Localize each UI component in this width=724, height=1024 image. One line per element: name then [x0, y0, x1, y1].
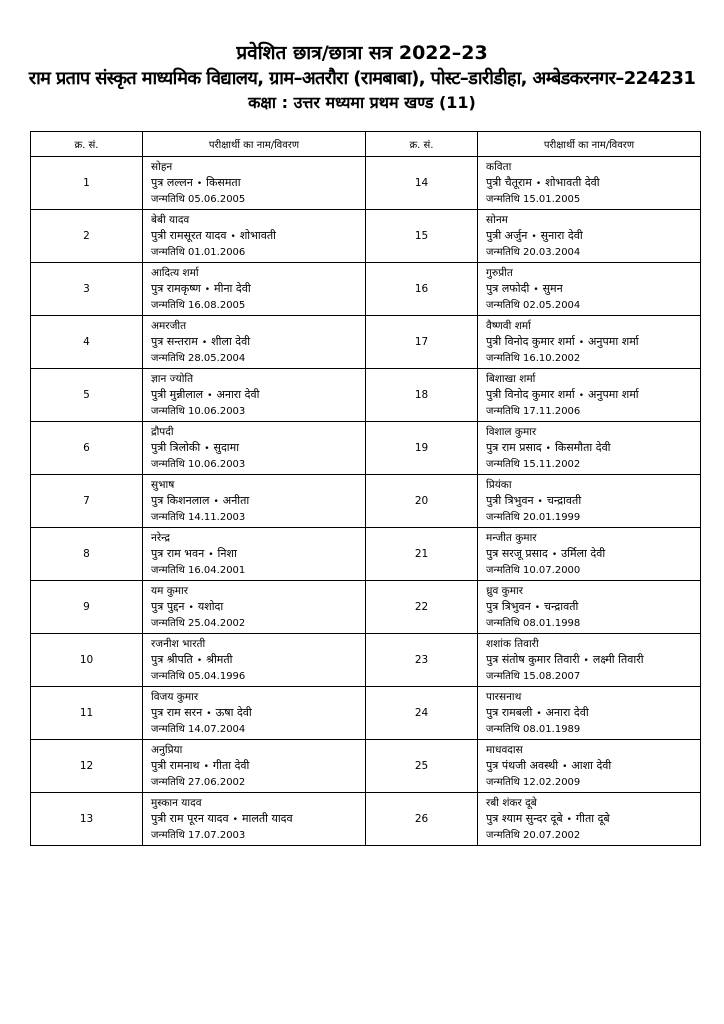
- student-details-cell: [478, 475, 701, 528]
- mother-name: गीता दूबे: [575, 811, 610, 825]
- parent-line: [151, 175, 365, 192]
- date-of-birth: जन्मतिथि 10.07.2000: [486, 564, 581, 576]
- table-row: [31, 528, 701, 581]
- relation-label: पुत्री: [151, 387, 167, 401]
- bullet-separator: •: [204, 443, 210, 454]
- father-name: लफोदी: [501, 281, 530, 295]
- father-name: विनोद कुमार शर्मा: [504, 387, 575, 401]
- table-row: [31, 157, 701, 210]
- mother-name: शोभावती: [239, 228, 276, 242]
- relation-label: पुत्र: [151, 175, 164, 189]
- bullet-separator: •: [566, 814, 572, 825]
- relation-label: पुत्री: [151, 228, 167, 242]
- student-name: मुस्कान यादव: [151, 796, 202, 809]
- student-details-cell: [478, 316, 701, 369]
- mother-name: किसमता: [206, 175, 241, 189]
- student-name: शशांक तिवारी: [486, 637, 539, 650]
- relation-label: पुत्र: [486, 705, 499, 719]
- table-row: [31, 475, 701, 528]
- relation-label: पुत्री: [486, 175, 502, 189]
- serial-number-cell: 17: [366, 316, 478, 369]
- serial-number-cell: 14: [366, 157, 478, 210]
- mother-name: अनीता: [222, 493, 250, 507]
- relation-label: पुत्र: [486, 811, 499, 825]
- bullet-separator: •: [533, 284, 539, 295]
- bullet-separator: •: [545, 443, 551, 454]
- parent-line: [486, 175, 700, 192]
- serial-header-left: क्र. सं.: [31, 132, 143, 157]
- father-name: रामबली: [501, 705, 533, 719]
- student-name: ध्रुव कुमार: [486, 584, 523, 597]
- parent-line: [486, 334, 700, 351]
- date-of-birth: जन्मतिथि 16.08.2005: [151, 299, 246, 311]
- father-name: श्रीपति: [166, 652, 193, 666]
- student-details-cell: [143, 369, 366, 422]
- relation-label: पुत्री: [486, 387, 502, 401]
- bullet-separator: •: [551, 549, 558, 560]
- student-name: वैष्णवी शर्मा: [486, 319, 531, 332]
- parent-line: [486, 387, 700, 404]
- student-name: विशाल कुमार: [486, 425, 537, 438]
- relation-label: पुत्री: [486, 493, 502, 507]
- serial-number-cell: 7: [31, 475, 143, 528]
- parent-line: [151, 652, 365, 669]
- date-of-birth: जन्मतिथि 05.06.2005: [151, 193, 246, 205]
- student-name: अनुप्रिया: [151, 743, 183, 756]
- serial-number-cell: 13: [31, 793, 143, 846]
- parent-line: [151, 334, 365, 351]
- parent-line: [151, 758, 365, 775]
- student-name: आदित्य शर्मा: [151, 266, 199, 279]
- student-name: रबी शंकर दूबे: [486, 796, 537, 809]
- bullet-separator: •: [536, 708, 542, 719]
- relation-label: पुत्री: [151, 758, 167, 772]
- student-details-cell: [478, 687, 701, 740]
- parent-line: [486, 811, 700, 828]
- mother-name: आशा देवी: [571, 758, 612, 772]
- student-name: मन्जीत कुमार: [486, 531, 537, 544]
- date-of-birth: जन्मतिथि 02.05.2004: [486, 299, 581, 311]
- student-details-cell: [478, 422, 701, 475]
- relation-label: पुत्र: [151, 599, 164, 613]
- student-details-cell: [143, 528, 366, 581]
- table-row: [31, 369, 701, 422]
- student-details-cell: [478, 210, 701, 263]
- parent-line: [151, 599, 365, 616]
- bullet-separator: •: [562, 761, 568, 772]
- date-of-birth: जन्मतिथि 20.01.1999: [486, 511, 581, 523]
- mother-name: अनारा देवी: [216, 387, 260, 401]
- mother-name: मालती यादव: [241, 811, 293, 825]
- student-name: यम कुमार: [151, 584, 189, 597]
- father-name: रामसूरत यादव: [169, 228, 227, 242]
- relation-label: पुत्र: [486, 758, 499, 772]
- student-name: सुभाष: [151, 478, 175, 491]
- mother-name: चन्द्रावती: [546, 493, 582, 507]
- student-details-cell: [478, 581, 701, 634]
- session-title: प्रवेशित छात्र/छात्रा सत्र 2022–23: [236, 42, 488, 64]
- student-details-cell: [143, 634, 366, 687]
- serial-number-cell: 11: [31, 687, 143, 740]
- student-name: ज्ञान ज्योति: [151, 372, 194, 385]
- student-roster-table: [30, 131, 701, 846]
- serial-number-cell: 22: [366, 581, 478, 634]
- mother-name: अनुपमा शर्मा: [588, 387, 639, 401]
- father-name: पुद्दन: [166, 599, 185, 613]
- student-details-cell: [478, 157, 701, 210]
- date-of-birth: जन्मतिथि 28.05.2004: [151, 352, 246, 364]
- parent-line: [151, 387, 365, 404]
- parent-line: [151, 546, 365, 563]
- student-name: गुरुप्रीत: [486, 266, 513, 279]
- father-name: लल्लन: [166, 175, 193, 189]
- relation-label: पुत्र: [486, 440, 499, 454]
- parent-line: [486, 758, 700, 775]
- serial-number-cell: 6: [31, 422, 143, 475]
- table-row: [31, 316, 701, 369]
- serial-number-cell: 2: [31, 210, 143, 263]
- father-name: सन्तराम: [166, 334, 198, 348]
- relation-label: पुत्र: [151, 705, 164, 719]
- relation-label: पुत्र: [151, 281, 164, 295]
- student-details-cell: [143, 263, 366, 316]
- mother-name: लक्ष्मी तिवारी: [592, 652, 644, 666]
- parent-line: [151, 228, 365, 245]
- relation-label: पुत्री: [486, 334, 502, 348]
- student-name: माधवदास: [486, 743, 523, 756]
- student-details-cell: [478, 634, 701, 687]
- father-name: सरजू प्रसाद: [501, 546, 548, 560]
- serial-number-cell: 5: [31, 369, 143, 422]
- mother-name: शीला देवी: [211, 334, 251, 348]
- date-of-birth: जन्मतिथि 27.06.2002: [151, 776, 246, 788]
- mother-name: उर्मिला देवी: [561, 546, 606, 560]
- father-name: किशनलाल: [166, 493, 210, 507]
- student-details-cell: [143, 157, 366, 210]
- mother-name: अनारा देवी: [545, 705, 589, 719]
- serial-number-cell: 21: [366, 528, 478, 581]
- father-name: त्रिभुवन: [501, 599, 531, 613]
- table-row: [31, 263, 701, 316]
- bullet-separator: •: [188, 602, 194, 613]
- parent-line: [486, 228, 700, 245]
- parent-line: [151, 281, 365, 298]
- parent-line: [486, 599, 700, 616]
- serial-number-cell: 16: [366, 263, 478, 316]
- serial-header-right: क्र. सं.: [366, 132, 478, 157]
- parent-line: [151, 705, 365, 722]
- mother-name: श्रीमती: [206, 652, 233, 666]
- date-of-birth: जन्मतिथि 15.11.2002: [486, 458, 581, 470]
- student-name: पारसनाथ: [486, 690, 522, 703]
- date-of-birth: जन्मतिथि 20.07.2002: [486, 829, 581, 841]
- father-name: रामनाथ: [169, 758, 200, 772]
- bullet-separator: •: [230, 231, 236, 242]
- bullet-separator: •: [207, 390, 213, 401]
- serial-number-cell: 24: [366, 687, 478, 740]
- parent-line: [486, 546, 700, 563]
- table-row: [31, 687, 701, 740]
- serial-number-cell: 19: [366, 422, 478, 475]
- student-details-cell: [478, 793, 701, 846]
- student-name: अमरजीत: [151, 319, 187, 332]
- student-details-cell: [478, 740, 701, 793]
- serial-number-cell: 10: [31, 634, 143, 687]
- date-of-birth: जन्मतिथि 25.04.2002: [151, 617, 246, 629]
- serial-number-cell: 12: [31, 740, 143, 793]
- bullet-separator: •: [534, 602, 541, 613]
- serial-number-cell: 15: [366, 210, 478, 263]
- table-row: [31, 581, 701, 634]
- parent-line: [486, 705, 700, 722]
- father-name: श्याम सुन्दर दूबे: [501, 811, 563, 825]
- serial-number-cell: 26: [366, 793, 478, 846]
- relation-label: पुत्र: [486, 546, 499, 560]
- table-row: [31, 634, 701, 687]
- student-details-cell: [478, 528, 701, 581]
- date-of-birth: जन्मतिथि 10.06.2003: [151, 458, 246, 470]
- bullet-separator: •: [537, 496, 543, 507]
- parent-line: [151, 493, 365, 510]
- date-of-birth: जन्मतिथि 16.10.2002: [486, 352, 581, 364]
- mother-name: चन्द्रावती: [544, 599, 579, 613]
- bullet-separator: •: [531, 231, 537, 242]
- bullet-separator: •: [213, 496, 219, 507]
- relation-label: पुत्री: [151, 440, 167, 454]
- father-name: विनोद कुमार शर्मा: [504, 334, 575, 348]
- student-details-cell: [143, 422, 366, 475]
- school-address: राम प्रताप संस्कृत माध्यमिक विद्यालय, ग्राम–अतरौरा (रामबाबा), पोस्ट–डारीडीहा, अम्बेडकरनगर–224231: [28, 68, 696, 89]
- table-row: [31, 210, 701, 263]
- father-name: संतोष कुमार तिवारी: [501, 652, 580, 666]
- mother-name: ऊषा देवी: [215, 705, 252, 719]
- father-name: राम सरन: [166, 705, 203, 719]
- date-of-birth: जन्मतिथि 14.07.2004: [151, 723, 246, 735]
- student-details-cell: [143, 210, 366, 263]
- date-of-birth: जन्मतिथि 15.08.2007: [486, 670, 581, 682]
- date-of-birth: जन्मतिथि 01.01.2006: [151, 246, 246, 258]
- student-details-cell: [478, 369, 701, 422]
- serial-number-cell: 4: [31, 316, 143, 369]
- student-details-cell: [478, 263, 701, 316]
- student-name: बिशाखा शर्मा: [486, 372, 536, 385]
- table-row: [31, 422, 701, 475]
- parent-line: [486, 281, 700, 298]
- bullet-separator: •: [203, 761, 209, 772]
- father-name: पंथजी अवस्थी: [501, 758, 559, 772]
- mother-name: गीता देवी: [212, 758, 250, 772]
- father-name: त्रिलोकी: [169, 440, 201, 454]
- parent-line: [486, 440, 700, 457]
- relation-label: पुत्र: [151, 493, 164, 507]
- table-row: [31, 740, 701, 793]
- father-name: राम भवन: [166, 546, 205, 560]
- serial-number-cell: 1: [31, 157, 143, 210]
- bullet-separator: •: [201, 337, 208, 348]
- relation-label: पुत्र: [486, 652, 499, 666]
- date-of-birth: जन्मतिथि 12.02.2009: [486, 776, 581, 788]
- serial-number-cell: 3: [31, 263, 143, 316]
- parent-line: [486, 493, 700, 510]
- date-of-birth: जन्मतिथि 16.04.2001: [151, 564, 246, 576]
- mother-name: सुदामा: [213, 440, 240, 454]
- bullet-separator: •: [204, 284, 211, 295]
- mother-name: यशोदा: [197, 599, 224, 613]
- student-name: कविता: [486, 160, 512, 173]
- serial-number-cell: 8: [31, 528, 143, 581]
- mother-name: किसमौता देवी: [554, 440, 611, 454]
- mother-name: सुमन: [542, 281, 563, 295]
- father-name: त्रिभुवन: [504, 493, 534, 507]
- date-of-birth: जन्मतिथि 08.01.1998: [486, 617, 581, 629]
- relation-label: पुत्री: [486, 228, 502, 242]
- mother-name: सुनारा देवी: [540, 228, 583, 242]
- bullet-separator: •: [206, 708, 212, 719]
- father-name: मुन्नीलाल: [169, 387, 204, 401]
- father-name: राम प्रसाद: [501, 440, 542, 454]
- date-of-birth: जन्मतिथि 15.01.2005: [486, 193, 581, 205]
- parent-line: [151, 440, 365, 457]
- father-name: अर्जुन: [504, 228, 528, 242]
- student-name: बेबी यादव: [151, 213, 190, 226]
- relation-label: पुत्र: [486, 599, 499, 613]
- mother-name: अनुपमा शर्मा: [588, 334, 639, 348]
- bullet-separator: •: [578, 390, 585, 401]
- relation-label: पुत्र: [151, 652, 164, 666]
- student-details-cell: [143, 687, 366, 740]
- student-name: रजनीश भारती: [151, 637, 206, 650]
- father-name: चैतूराम: [504, 175, 532, 189]
- student-details-cell: [143, 475, 366, 528]
- details-header-left: परीक्षार्थी का नाम/विवरण: [143, 132, 366, 157]
- student-name: विजय कुमार: [151, 690, 199, 703]
- date-of-birth: जन्मतिथि 08.01.1989: [486, 723, 581, 735]
- student-details-cell: [143, 316, 366, 369]
- student-name: नरेन्द्र: [151, 531, 170, 544]
- roster-body: [31, 157, 701, 846]
- serial-number-cell: 20: [366, 475, 478, 528]
- relation-label: पुत्र: [151, 546, 164, 560]
- date-of-birth: जन्मतिथि 20.03.2004: [486, 246, 581, 258]
- bullet-separator: •: [196, 655, 203, 666]
- date-of-birth: जन्मतिथि 05.04.1996: [151, 670, 246, 682]
- date-of-birth: जन्मतिथि 10.06.2003: [151, 405, 246, 417]
- document-header: [0, 40, 724, 114]
- bullet-separator: •: [232, 814, 238, 825]
- class-title: कक्षा : उत्तर मध्यमा प्रथम खण्ड (11): [248, 93, 476, 112]
- bullet-separator: •: [583, 655, 589, 666]
- date-of-birth: जन्मतिथि 17.11.2006: [486, 405, 581, 417]
- student-details-cell: [143, 793, 366, 846]
- table-header-row: [31, 132, 701, 157]
- relation-label: पुत्री: [151, 811, 167, 825]
- student-name: सोहन: [151, 160, 173, 173]
- serial-number-cell: 9: [31, 581, 143, 634]
- bullet-separator: •: [578, 337, 585, 348]
- parent-line: [486, 652, 700, 669]
- serial-number-cell: 23: [366, 634, 478, 687]
- mother-name: निशा: [217, 546, 237, 560]
- father-name: रामकृष्ण: [166, 281, 201, 295]
- mother-name: शोभावती देवी: [545, 175, 600, 189]
- details-header-right: परीक्षार्थी का नाम/विवरण: [478, 132, 701, 157]
- parent-line: [151, 811, 365, 828]
- bullet-separator: •: [535, 178, 542, 189]
- serial-number-cell: 25: [366, 740, 478, 793]
- student-details-cell: [143, 581, 366, 634]
- student-name: प्रियंका: [486, 478, 512, 491]
- bullet-separator: •: [208, 549, 214, 560]
- bullet-separator: •: [196, 178, 203, 189]
- table-row: [31, 793, 701, 846]
- relation-label: पुत्र: [486, 281, 499, 295]
- date-of-birth: जन्मतिथि 14.11.2003: [151, 511, 246, 523]
- father-name: राम पूरन यादव: [169, 811, 229, 825]
- serial-number-cell: 18: [366, 369, 478, 422]
- mother-name: मीना देवी: [214, 281, 251, 295]
- relation-label: पुत्र: [151, 334, 164, 348]
- student-name: द्रौपदी: [151, 425, 174, 438]
- student-name: सोनम: [486, 213, 508, 226]
- date-of-birth: जन्मतिथि 17.07.2003: [151, 829, 246, 841]
- student-details-cell: [143, 740, 366, 793]
